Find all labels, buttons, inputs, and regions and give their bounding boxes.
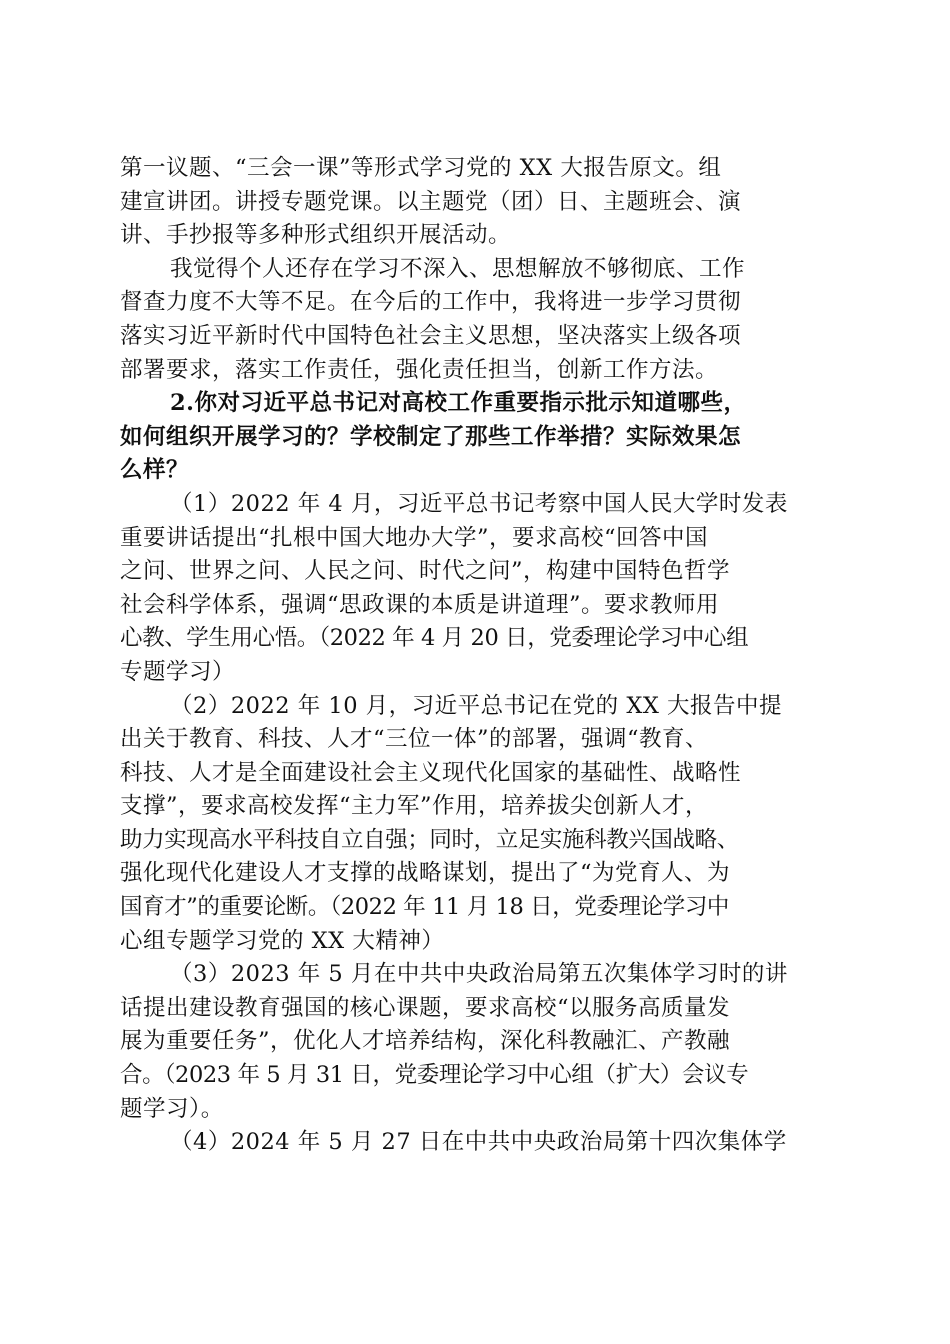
text-line: 专题学习）	[120, 658, 236, 685]
text-line: 题学习）。	[120, 1095, 224, 1122]
text-line: （3）2023 年 5 月在中共中央政治局第五次集体学习时的讲	[170, 961, 788, 988]
text-line: 合。（2023 年 5 月 31 日，党委理论学习中心组（扩大）会议专	[120, 1062, 749, 1089]
text-line: 建宣讲团。讲授专题党课。以主题党（团）日、主题班会、演	[120, 188, 742, 215]
text-line: 部署要求，落实工作责任，强化责任担当，创新工作方法。	[120, 356, 719, 383]
question-heading-line: 2.你对习近平总书记对高校工作重要指示批示知道哪些，	[170, 390, 747, 417]
text-line: 之问、世界之问、人民之问、时代之问”，构建中国特色哲学	[120, 558, 731, 585]
text-line: 科技、人才是全面建设社会主义现代化国家的基础性、战略性	[120, 759, 742, 786]
text-line: （4）2024 年 5 月 27 日在中共中央政治局第十四次集体学	[170, 1129, 787, 1156]
text-line: 社会科学体系，强调“思政课的本质是讲道理”。要求教师用	[120, 591, 720, 618]
text-line: 督查力度不大等不足。在今后的工作中，我将进一步学习贯彻	[120, 289, 742, 316]
text-line: 支撑”，要求高校发挥“主力军”作用，培养拔尖创新人才，	[120, 793, 709, 820]
document-page	[120, 152, 825, 1160]
text-line: （1）2022 年 4 月，习近平总书记考察中国人民大学时发表	[170, 490, 788, 517]
question-heading-line: 如何组织开展学习的？学校制定了那些工作举措？实际效果怎	[120, 423, 742, 450]
text-line: 心组专题学习党的 XX 大精神）	[120, 927, 445, 954]
text-line: 我觉得个人还存在学习不深入、思想解放不够彻底、工作	[170, 255, 746, 282]
question-heading-line: 么样？	[120, 457, 190, 484]
text-line: 重要讲话提出“扎根中国大地办大学”，要求高校“回答中国	[120, 524, 709, 551]
text-line: 强化现代化建设人才支撑的战略谋划，提出了“为党育人、为	[120, 860, 731, 887]
text-line: 落实习近平新时代中国特色社会主义思想，坚决落实上级各项	[120, 322, 742, 349]
text-line: 国育才”的重要论断。（2022 年 11 月 18 日，党委理论学习中	[120, 894, 730, 921]
text-line: 心教、学生用心悟。（2022 年 4 月 20 日，党委理论学习中心组	[120, 625, 749, 652]
text-line: 第一议题、“三会一课”等形式学习党的 XX 大报告原文。组	[120, 155, 722, 181]
text-line: 助力实现高水平科技自立自强；同时，立足实施科教兴国战略、	[120, 826, 739, 853]
text-line: 展为重要任务”，优化人才培养结构，深化科教融汇、产教融	[120, 1028, 731, 1055]
text-line: 出关于教育、科技、人才“三位一体”的部署，强调“教育、	[120, 726, 709, 753]
text-line: （2）2022 年 10 月，习近平总书记在党的 XX 大报告中提	[170, 692, 783, 719]
text-line: 讲、手抄报等多种形式组织开展活动。	[120, 222, 512, 249]
text-line: 话提出建设教育强国的核心课题，要求高校“以服务高质量发	[120, 994, 731, 1021]
